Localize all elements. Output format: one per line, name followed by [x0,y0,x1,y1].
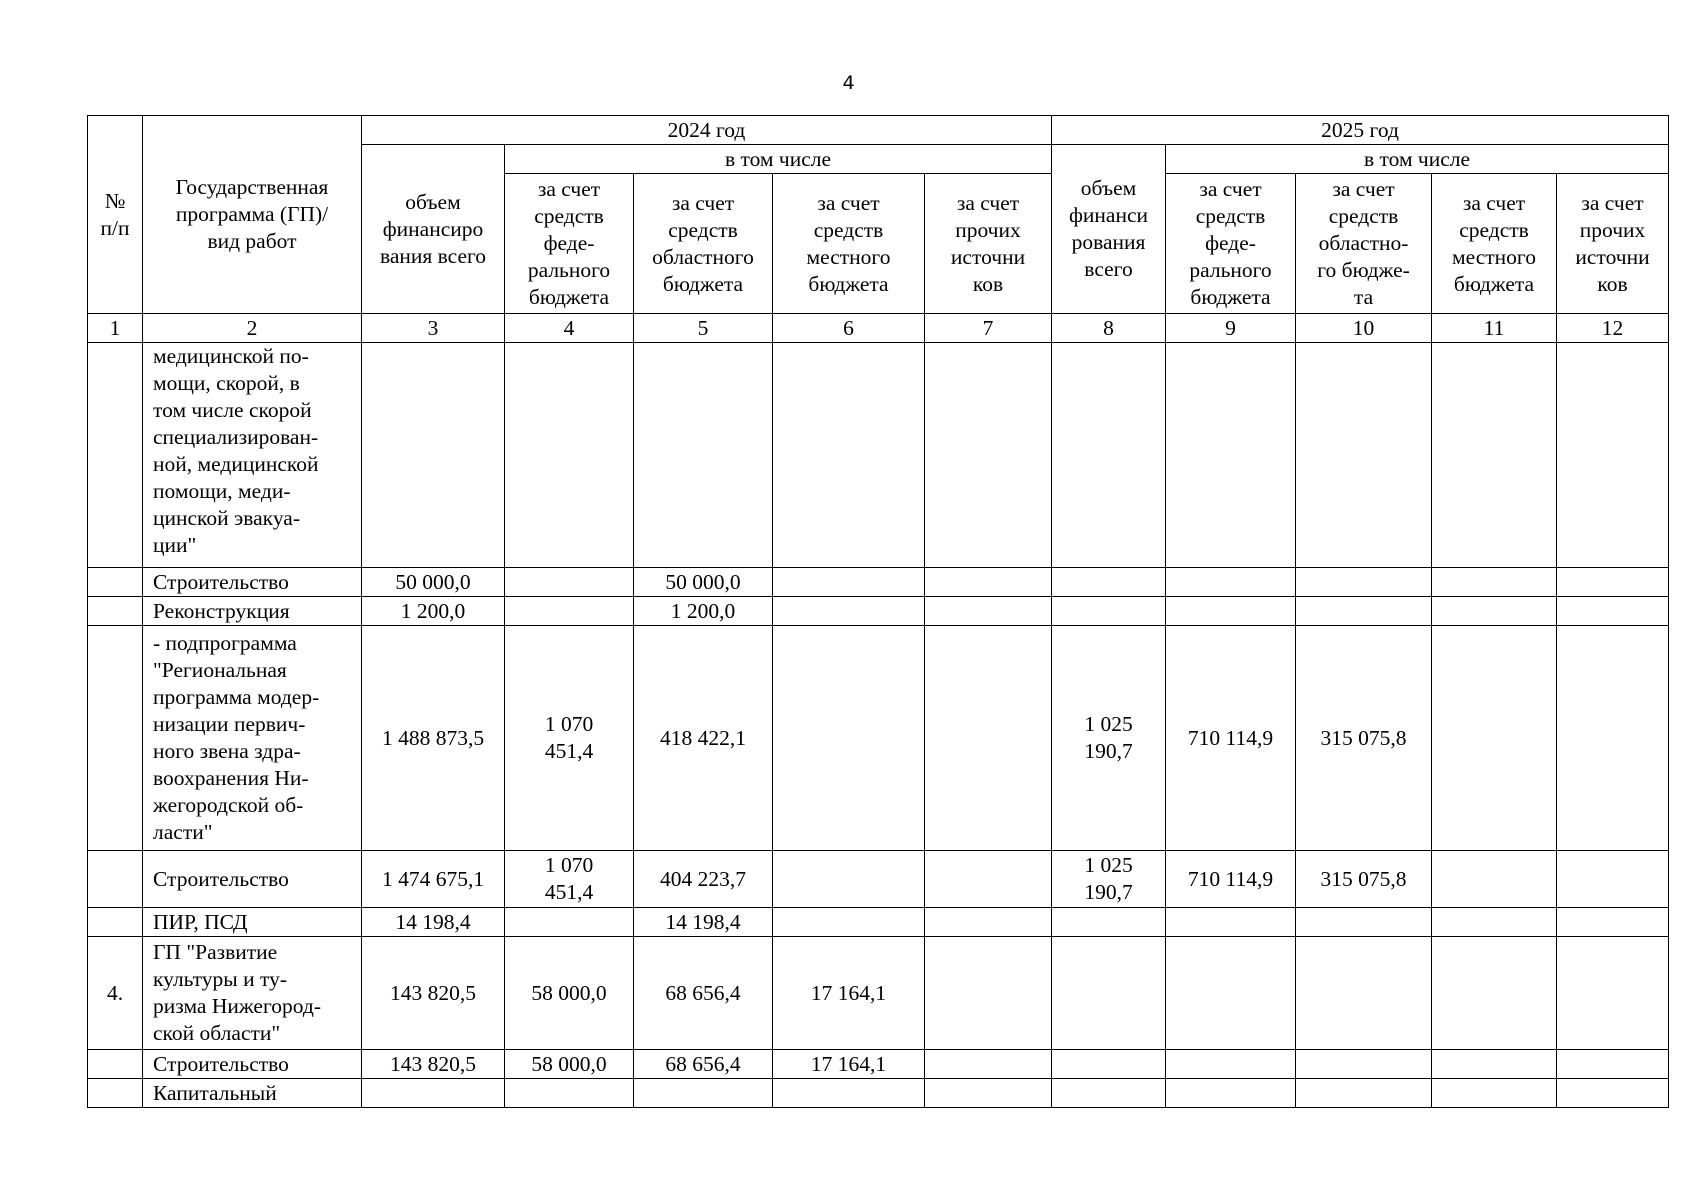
amount-cell [1052,908,1166,937]
row-number-cell [88,597,143,626]
amount-cell [1557,626,1669,851]
amount-cell [362,343,505,568]
program-name-cell: Капитальный [143,1079,362,1108]
amount-cell [1557,597,1669,626]
amount-cell [362,1079,505,1108]
row-number-cell [88,908,143,937]
header-2025-federal: за счет средств феде- рального бюджета [1166,174,1296,314]
amount-cell: 143 820,5 [362,1050,505,1079]
table-row [88,851,1669,908]
row-number-cell: 4. [88,937,143,1050]
amount-cell [773,343,925,568]
amount-cell [773,626,925,851]
amount-cell: 1 070 451,4 [505,851,634,908]
amount-cell: 404 223,7 [634,851,773,908]
header-2025-regional: за счет средств областно- го бюдже- та [1296,174,1432,314]
row-number-cell [88,343,143,568]
amount-cell [1166,1050,1296,1079]
amount-cell: 315 075,8 [1296,626,1432,851]
amount-cell [1432,626,1557,851]
amount-cell [1557,908,1669,937]
column-number: 9 [1166,314,1296,343]
program-name-cell: - подпрограмма "Региональная программа модер- низации первич- ного звена здра- воохранения Ни- жегородской об- ласти" [143,626,362,851]
amount-cell: 143 820,5 [362,937,505,1050]
table-row [88,343,1669,568]
column-number: 5 [634,314,773,343]
amount-cell: 14 198,4 [362,908,505,937]
amount-cell [773,568,925,597]
amount-cell [1557,1050,1669,1079]
amount-cell [925,568,1052,597]
amount-cell [1052,343,1166,568]
amount-cell: 315 075,8 [1296,851,1432,908]
amount-cell [505,597,634,626]
header-2025-total: объем финанси рования всего [1052,145,1166,314]
amount-cell [773,908,925,937]
header-2024-including: в том числе [505,145,1052,174]
row-number-cell [88,851,143,908]
amount-cell [1296,1079,1432,1108]
row-number-cell [88,626,143,851]
column-number: 11 [1432,314,1557,343]
amount-cell [1052,1079,1166,1108]
amount-cell: 418 422,1 [634,626,773,851]
amount-cell [1166,597,1296,626]
amount-cell [1557,851,1669,908]
header-year-2024: 2024 год [362,116,1052,145]
amount-cell: 17 164,1 [773,1050,925,1079]
table-row [88,626,1669,851]
program-name-cell: Строительство [143,568,362,597]
program-name-cell: Реконструкция [143,597,362,626]
amount-cell [1296,908,1432,937]
amount-cell [925,1079,1052,1108]
column-number: 3 [362,314,505,343]
amount-cell [1296,568,1432,597]
amount-cell: 1 200,0 [634,597,773,626]
amount-cell [1296,1050,1432,1079]
amount-cell [634,343,773,568]
column-number: 12 [1557,314,1669,343]
amount-cell [925,343,1052,568]
amount-cell: 1 200,0 [362,597,505,626]
amount-cell [1166,937,1296,1050]
header-program: Государственная программа (ГП)/ вид работ [143,116,362,314]
header-year-2025: 2025 год [1052,116,1669,145]
amount-cell [1052,597,1166,626]
column-number: 2 [143,314,362,343]
amount-cell: 17 164,1 [773,937,925,1050]
program-name-cell: медицинской по- мощи, скорой, в том числе скорой специализирован- ной, медицинской помощи, меди- цинской эвакуа- ции" [143,343,362,568]
amount-cell [1557,343,1669,568]
table-row [88,1079,1669,1108]
amount-cell: 1 488 873,5 [362,626,505,851]
page-number: 4 [842,72,855,94]
column-number: 7 [925,314,1052,343]
header-2024-total: объем финансиро вания всего [362,145,505,314]
amount-cell [1432,937,1557,1050]
amount-cell [1166,1079,1296,1108]
header-2024-local: за счет средств местного бюджета [773,174,925,314]
amount-cell [925,597,1052,626]
amount-cell [773,851,925,908]
amount-cell [505,908,634,937]
amount-cell [925,937,1052,1050]
amount-cell: 50 000,0 [634,568,773,597]
amount-cell: 1 474 675,1 [362,851,505,908]
table-row [88,937,1669,1050]
table-row [88,908,1669,937]
row-number-cell [88,1050,143,1079]
financing-table [87,115,1669,1108]
row-number-cell [88,1079,143,1108]
amount-cell [1557,937,1669,1050]
header-no: № п/п [88,116,143,314]
amount-cell [1052,937,1166,1050]
amount-cell [925,908,1052,937]
amount-cell [1432,343,1557,568]
amount-cell: 710 114,9 [1166,626,1296,851]
column-number: 1 [88,314,143,343]
amount-cell: 68 656,4 [634,937,773,1050]
amount-cell [1432,908,1557,937]
amount-cell [1296,937,1432,1050]
column-number: 6 [773,314,925,343]
amount-cell: 1 070 451,4 [505,626,634,851]
amount-cell: 1 025 190,7 [1052,851,1166,908]
row-number-cell [88,568,143,597]
program-name-cell: Строительство [143,851,362,908]
header-2024-federal: за счет средств феде- рального бюджета [505,174,634,314]
table-row [88,597,1669,626]
program-name-cell: Строительство [143,1050,362,1079]
amount-cell [1432,1050,1557,1079]
amount-cell: 58 000,0 [505,937,634,1050]
column-number: 4 [505,314,634,343]
amount-cell [925,1050,1052,1079]
table-row [88,1050,1669,1079]
header-2025-local: за счет средств местного бюджета [1432,174,1557,314]
column-number: 8 [1052,314,1166,343]
header-2025-other: за счет прочих источни ков [1557,174,1669,314]
amount-cell [925,626,1052,851]
amount-cell: 58 000,0 [505,1050,634,1079]
amount-cell [1432,1079,1557,1108]
amount-cell: 1 025 190,7 [1052,626,1166,851]
amount-cell [925,851,1052,908]
amount-cell: 50 000,0 [362,568,505,597]
amount-cell [1432,597,1557,626]
amount-cell [1052,1050,1166,1079]
amount-cell [1296,597,1432,626]
amount-cell [773,1079,925,1108]
amount-cell [1432,568,1557,597]
amount-cell [1296,343,1432,568]
table-body [88,343,1669,1108]
program-name-cell: ПИР, ПСД [143,908,362,937]
amount-cell [505,568,634,597]
program-name-cell: ГП "Развитие культуры и ту- ризма Нижегород- ской области" [143,937,362,1050]
amount-cell [1166,568,1296,597]
amount-cell [1052,568,1166,597]
table-row [88,568,1669,597]
column-number: 10 [1296,314,1432,343]
amount-cell [1557,1079,1669,1108]
amount-cell [773,597,925,626]
amount-cell [634,1079,773,1108]
amount-cell [1557,568,1669,597]
amount-cell: 14 198,4 [634,908,773,937]
amount-cell [1166,343,1296,568]
amount-cell: 710 114,9 [1166,851,1296,908]
amount-cell [1432,851,1557,908]
amount-cell [1166,908,1296,937]
header-2024-regional: за счет средств областного бюджета [634,174,773,314]
amount-cell [505,343,634,568]
amount-cell: 68 656,4 [634,1050,773,1079]
amount-cell [505,1079,634,1108]
header-2025-including: в том числе [1166,145,1669,174]
header-2024-other: за счет прочих источни ков [925,174,1052,314]
